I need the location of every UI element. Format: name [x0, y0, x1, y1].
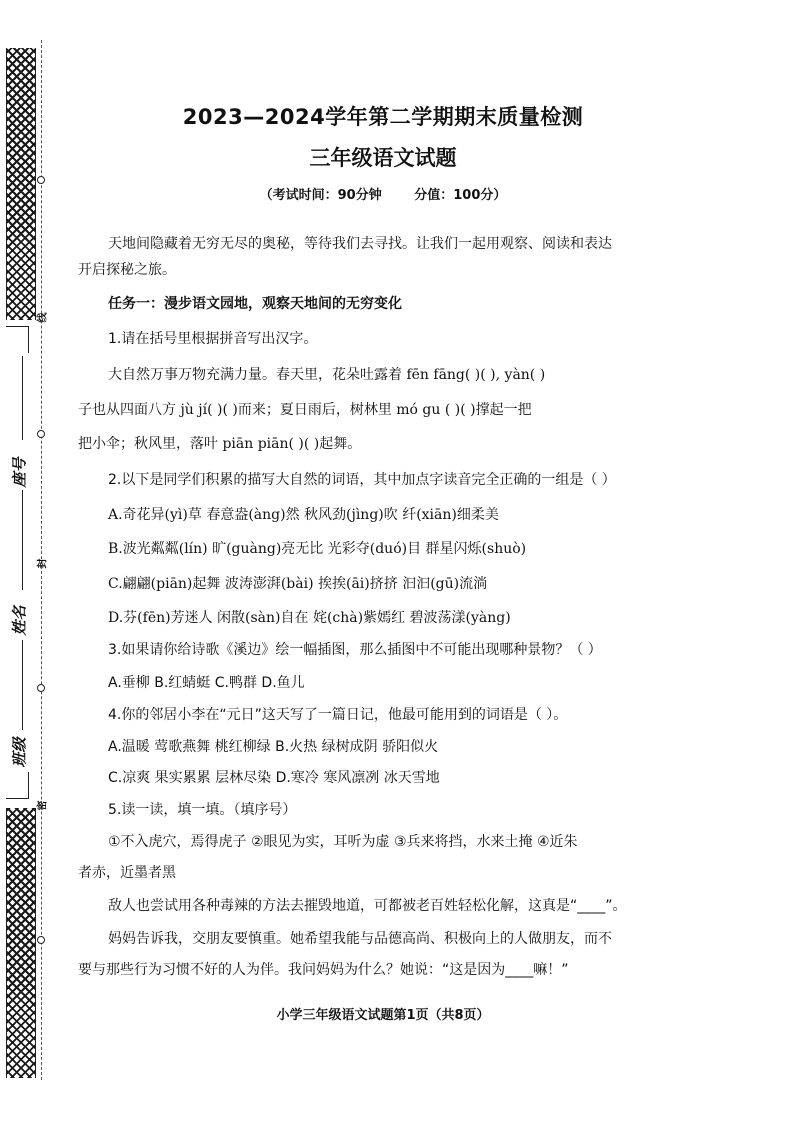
seat-field-line	[22, 356, 23, 440]
exam-meta	[78, 184, 688, 203]
q4-options-line: C.凉爽 果实累累 层林尽染 D.寒冷 寒风凛冽 冰天雪地	[108, 770, 440, 786]
q5-proverbs: 者赤，近墨者黑	[78, 865, 176, 881]
q5-sentence: 要与那些行为习惯不好的人为伴。我问妈妈为什么？她说：“这是因为____嘛！”	[78, 962, 569, 978]
q5-sentence: 敌人也尝试用各种毒辣的方法去摧毁地道，可都被老百姓轻松化解，这真是“____”。	[108, 898, 627, 914]
q1-prompt: 1.请在括号里根据拼音写出汉字。	[108, 331, 318, 347]
q3-options: A.垂柳 B.红蜻蜓 C.鸭群 D.鱼儿	[108, 675, 305, 691]
binding-hole	[37, 176, 45, 184]
q2-option-d: D.芬(fēn)芳迷人 闲散(sàn)自在 姹(chà)紫嫣红 碧波荡漾(yàng)	[108, 610, 511, 626]
exam-title: 2023—2024学年第二学期期末质量检测	[182, 105, 584, 129]
class-label: 班级	[10, 737, 29, 768]
q5-sentence: 妈妈告诉我，交朋友要慎重。她希望我能与品德高尚、积极向上的人做朋友，而不	[108, 931, 612, 947]
exam-score: 分值：100分）	[414, 188, 507, 203]
binding-hole	[37, 430, 45, 438]
intro-line: 天地间隐藏着无穷无尽的奥秘，等待我们去寻找。让我们一起用观察、阅读和表达	[108, 236, 612, 252]
q1-text-line: 大自然万事万物充满力量。春天里，花朵吐露着 fēn fāng( )( ), yàn( )	[108, 367, 546, 383]
decorative-lattice-top	[6, 48, 36, 320]
q5-proverbs: ①不入虎穴，焉得虎子 ②眼见为实，耳听为虚 ③兵来将挡，水来土掩 ④近朱	[108, 834, 578, 850]
intro-line: 开启探秘之旅。	[78, 262, 176, 278]
q2-option-a: A.奇花异(yì)草 春意盎(àng)然 秋风劲(jìng)吹 纤(xiān)细柔美	[108, 507, 499, 523]
binding-strip	[0, 0, 56, 1124]
binding-mark-line: 线	[37, 312, 49, 323]
exam-subtitle: 三年级语文试题	[309, 146, 457, 170]
task1-heading: 任务一：漫步语文园地，观察天地间的无穷变化	[108, 296, 402, 312]
decorative-lattice-bottom	[6, 808, 36, 1078]
q4-prompt: 4.你的邻居小李在“元日”这天写了一篇日记，他最可能用到的词语是（ ）。	[108, 707, 568, 723]
q2-option-c: C.翩翩(piān)起舞 波涛澎湃(bài) 挨挨(āi)挤挤 汩汩(gū)流淌	[108, 576, 488, 592]
class-field-line	[22, 640, 23, 730]
q1-text-line: 把小伞；秋风里，落叶 piān piān( )( )起舞。	[78, 436, 362, 452]
name-field-line	[22, 490, 23, 590]
q2-prompt: 2.以下是同学们积累的描写大自然的词语，其中加点字读音完全正确的一组是（ ）	[108, 472, 616, 488]
page-footer: 小学三年级语文试题第1页（共8页）	[276, 1008, 490, 1023]
binding-hole	[37, 684, 45, 692]
q3-prompt: 3.如果请你给诗歌《溪边》绘一幅插图，那么插图中不可能出现哪种景物？（ ）	[108, 642, 602, 658]
name-label: 姓名	[10, 605, 29, 636]
binding-mark-close: 密	[37, 800, 49, 811]
binding-hole	[37, 936, 45, 944]
q5-prompt: 5.读一读，填一填。（填序号）	[108, 802, 297, 818]
binding-frame-bottom	[6, 772, 29, 799]
seat-label: 座号	[10, 457, 29, 488]
q4-options-line: A.温暖 莺歌燕舞 桃红柳绿 B.火热 绿树成阴 骄阳似火	[108, 739, 439, 755]
q2-option-b: B.波光粼粼(lín) 旷(guàng)亮无比 光彩夺(duó)目 群星闪烁(shuò)	[108, 541, 527, 557]
q1-text-line: 子也从四面八方 jù jí( )( )而来；夏日雨后，树林里 mó gu ( )( )撑起一把	[78, 402, 532, 418]
exam-time: （考试时间：90分钟	[259, 188, 382, 203]
binding-mark-seal: 封	[37, 558, 49, 569]
binding-frame-top	[6, 326, 29, 353]
